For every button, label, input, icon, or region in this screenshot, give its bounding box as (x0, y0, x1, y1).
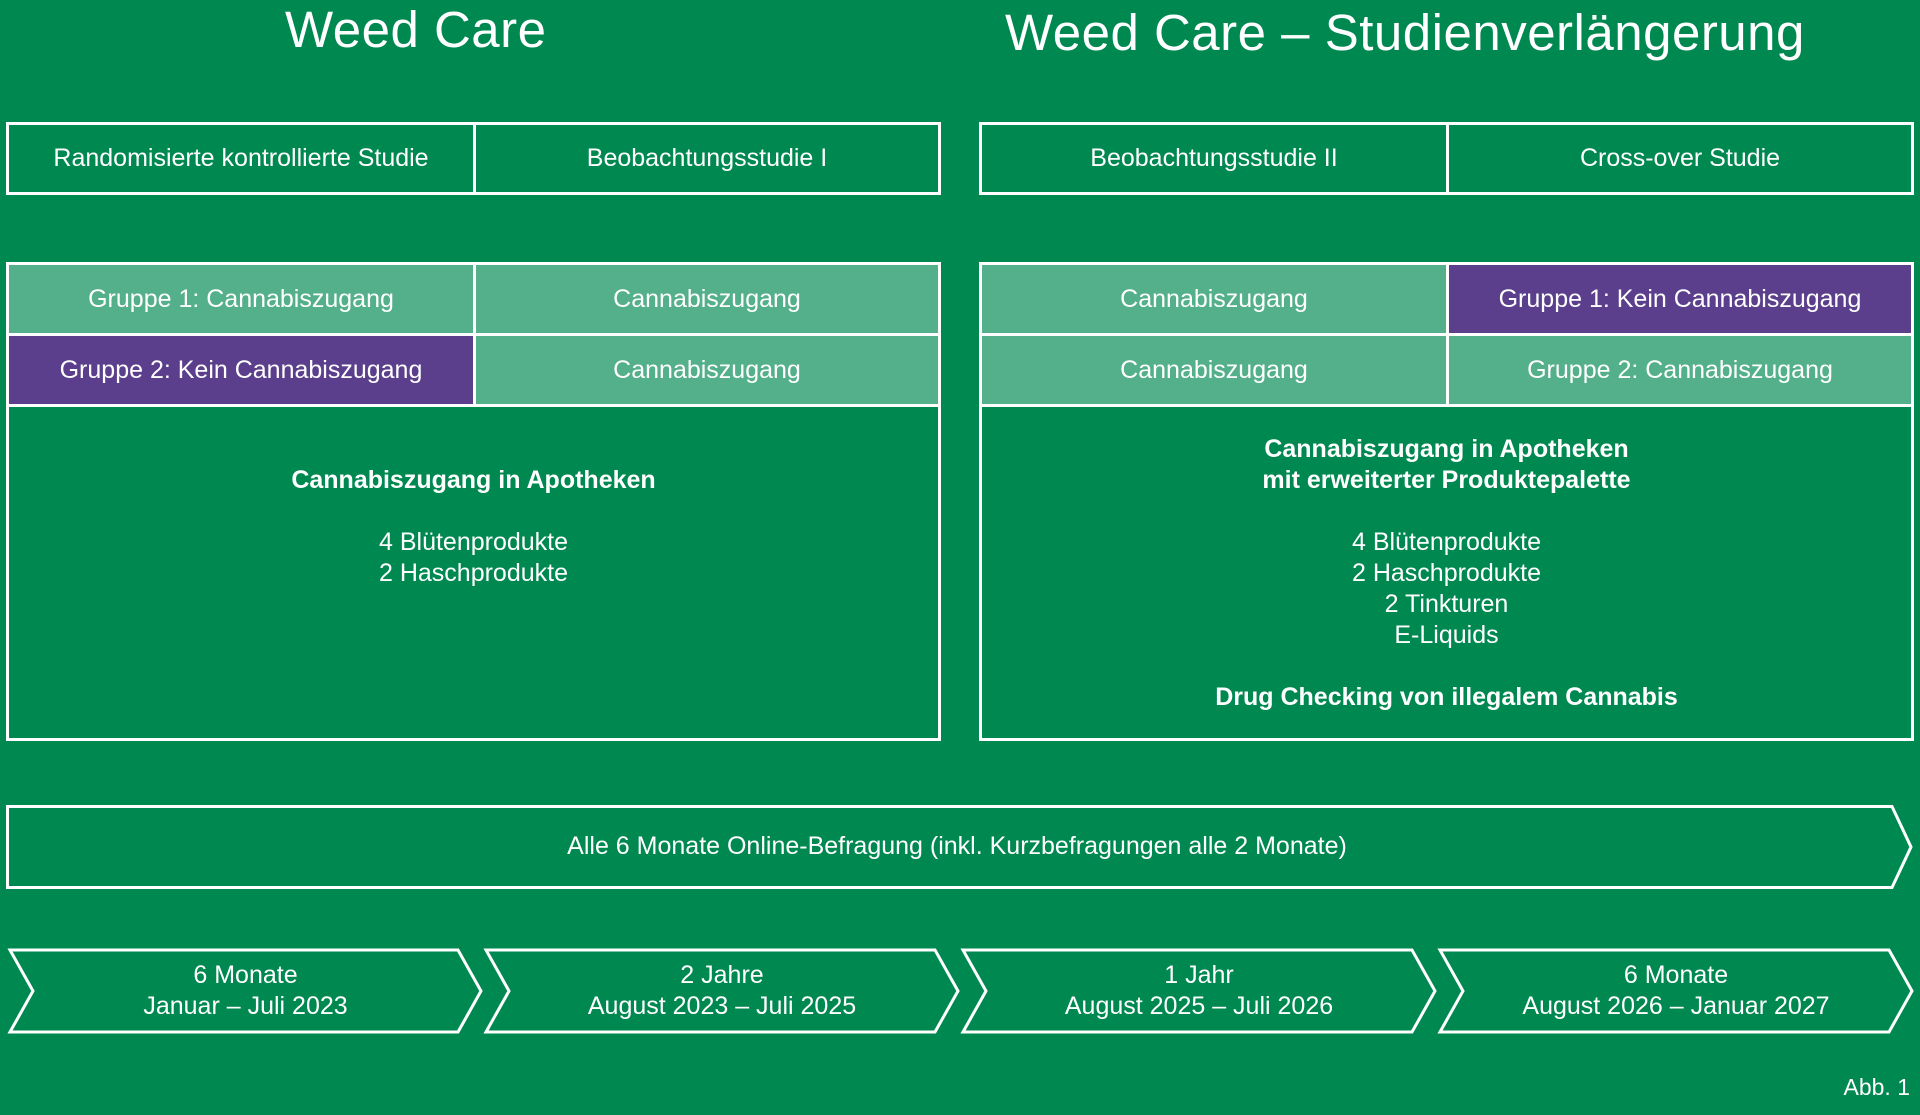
left-group-2-rct: Gruppe 2: Kein Cannabiszugang (6, 333, 476, 407)
right-access-item: E-Liquids (1394, 621, 1499, 649)
timeline-duration: 6 Monate (193, 961, 298, 989)
left-access-item: 2 Haschprodukte (378, 559, 568, 587)
right-group-1-crossover: Gruppe 1: Kein Cannabiszugang (1446, 262, 1914, 336)
left-access-heading: Cannabiszugang in Apotheken (291, 466, 656, 494)
title-weed-care: Weed Care (285, 1, 547, 58)
right-access-heading-line2: mit erweiterter Produktepalette (1262, 466, 1631, 494)
right-group-2-observational: Cannabiszugang (979, 333, 1449, 407)
right-group-1-observational: Cannabiszugang (979, 262, 1449, 336)
timeline-period: Januar – Juli 2023 (143, 992, 348, 1020)
right-access-heading-line1: Cannabiszugang in Apotheken (1264, 435, 1629, 463)
right-access-item: 4 Blütenprodukte (1351, 528, 1542, 556)
timeline-duration: 6 Monate (1623, 961, 1729, 989)
study-crossover: Cross-over Studie (1446, 122, 1914, 195)
study-rct: Randomisierte kontrollierte Studie (6, 122, 476, 195)
timeline-duration: 1 Jahr (1164, 961, 1234, 989)
right-access-drug-checking: Drug Checking von illegalem Cannabis (1215, 683, 1678, 711)
study-observational-1: Beobachtungsstudie I (473, 122, 941, 195)
timeline-item-3 (986, 950, 1412, 1032)
study-observational-2: Beobachtungsstudie II (979, 122, 1449, 195)
timeline-item-2 (509, 950, 935, 1032)
left-group-2-observational: Cannabiszugang (473, 333, 941, 407)
timeline-period: August 2026 – Januar 2027 (1522, 992, 1830, 1020)
title-study-extension: Weed Care – Studienverlängerung (1005, 4, 1805, 61)
figure-label: Abb. 1 (1843, 1074, 1910, 1100)
left-access-item: 4 Blütenprodukte (378, 528, 569, 556)
timeline-period: August 2025 – Juli 2026 (1064, 992, 1334, 1020)
right-access-item: 2 Haschprodukte (1351, 559, 1541, 587)
right-group-2-crossover: Gruppe 2: Cannabiszugang (1446, 333, 1914, 407)
timeline-item-1 (33, 950, 458, 1032)
left-group-1-rct: Gruppe 1: Cannabiszugang (6, 262, 476, 336)
timeline-duration: 2 Jahre (680, 961, 764, 989)
timeline-period: August 2023 – Juli 2025 (587, 992, 857, 1020)
left-access-panel (6, 404, 941, 741)
right-access-item: 2 Tinkturen (1384, 590, 1509, 618)
survey-text: Alle 6 Monate Online-Befragung (inkl. Kurzbefragungen alle 2 Monate) (567, 832, 1347, 860)
timeline-item-4 (1463, 950, 1889, 1032)
right-access-panel (979, 404, 1914, 741)
left-group-1-observational: Cannabiszugang (473, 262, 941, 336)
